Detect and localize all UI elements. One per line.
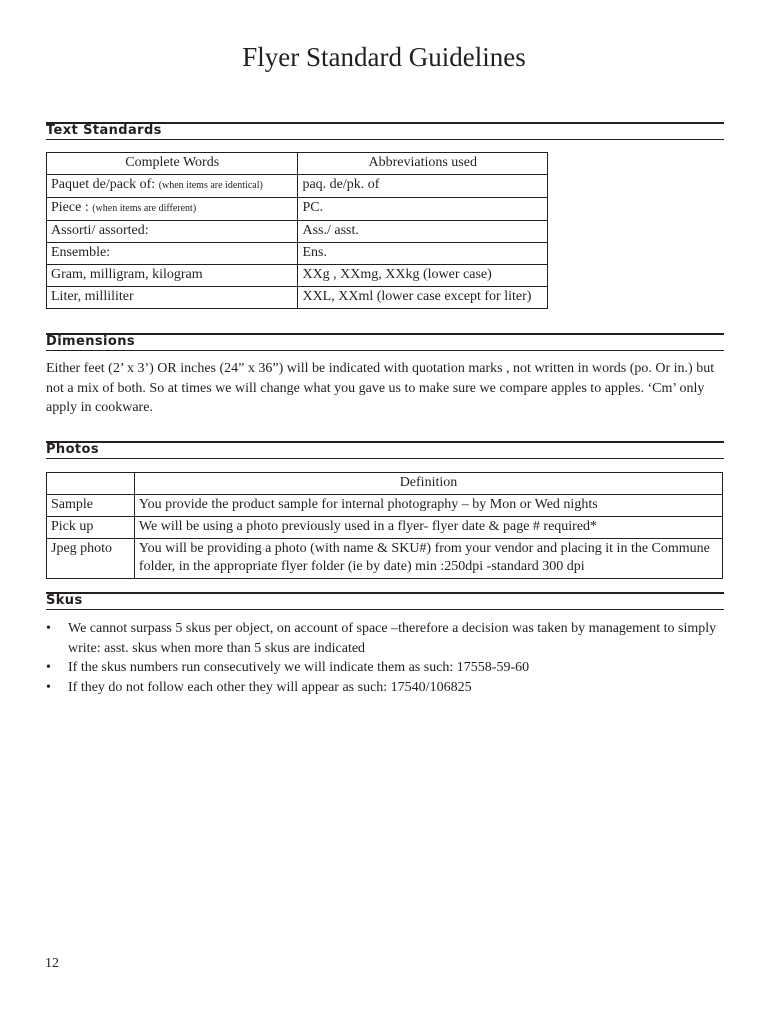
photo-type: Sample <box>47 495 135 517</box>
abbreviation: XXg , XXmg, XXkg (lower case) <box>298 265 548 287</box>
list-item <box>46 678 726 698</box>
page-number: 12 <box>45 956 59 971</box>
bullet-icon: • <box>46 679 51 695</box>
photo-definition: You provide the product sample for internal photography – by Mon or Wed nights <box>134 495 722 517</box>
skus-list <box>46 619 726 697</box>
dimensions-paragraph: Either feet (2’ x 3’) OR inches (24” x 36”) will be indicated with quotation marks , not written in words (po. Or in.) but not a mix of both. So at times we will change what you gave us to make sure we compare apples to apples. ‘Cm’ only apply in cookware. <box>46 361 715 415</box>
table-cell <box>47 198 298 221</box>
section-header-skus <box>46 592 724 610</box>
list-item <box>46 658 726 678</box>
list-item <box>46 619 726 658</box>
abbreviation: Ens. <box>298 243 548 265</box>
table-row <box>47 175 548 198</box>
section-heading: Text Standards <box>46 123 162 138</box>
column-header: Definition <box>134 473 722 495</box>
complete-word: Ensemble: <box>47 243 298 265</box>
photos-table <box>46 472 723 579</box>
photo-definition: You will be providing a photo (with name & SKU#) from your vendor and placing it in the Commune folder, in the appropriate flyer folder (ie by date) min :250dpi -standard 300 dpi <box>134 539 722 579</box>
photo-definition: We will be using a photo previously used in a flyer- flyer date & page # required* <box>134 517 722 539</box>
text-standards-table <box>46 152 548 309</box>
complete-word: Piece : <box>51 200 89 215</box>
list-item-text: If the skus numbers run consecutively we will indicate them as such: 17558-59-60 <box>68 660 530 675</box>
table-row <box>47 243 548 265</box>
table-header-row <box>47 153 548 175</box>
section-heading: Skus <box>46 593 83 608</box>
abbreviation: PC. <box>298 198 548 221</box>
table-cell <box>47 175 298 198</box>
table-row <box>47 495 723 517</box>
photo-type: Jpeg photo <box>47 539 135 579</box>
page-title: Flyer Standard Guidelines <box>242 42 526 72</box>
section-header-text-standards <box>46 122 724 140</box>
section-heading: Photos <box>46 442 99 457</box>
table-row <box>47 221 548 243</box>
table-row <box>47 198 548 221</box>
usage-note: (when items are identical) <box>158 180 263 191</box>
bullet-icon: • <box>46 621 51 636</box>
abbreviation: XXL, XXml (lower case except for liter) <box>298 287 548 309</box>
column-header: Complete Words <box>47 153 298 175</box>
section-header-photos <box>46 441 724 459</box>
table-row <box>47 539 723 579</box>
table-header-row <box>47 473 723 495</box>
section-heading: Dimensions <box>46 334 135 349</box>
table-row <box>47 517 723 539</box>
column-header <box>47 473 135 495</box>
list-item-text: We cannot surpass 5 skus per object, on account of space –therefore a decision was taken by management to simply write: asst. skus when more than 5 skus are indicated <box>68 621 717 656</box>
usage-note: (when items are different) <box>92 203 197 214</box>
table-row <box>47 265 548 287</box>
table-row <box>47 287 548 309</box>
list-item-text: If they do not follow each other they will appear as such: 17540/106825 <box>68 679 472 695</box>
bullet-icon: • <box>46 660 51 675</box>
complete-word: Gram, milligram, kilogram <box>47 265 298 287</box>
abbreviation: Ass./ asst. <box>298 221 548 243</box>
complete-word: Paquet de/pack of: <box>51 177 156 192</box>
complete-word: Assorti/ assorted: <box>47 221 298 243</box>
section-header-dimensions <box>46 333 724 351</box>
column-header: Abbreviations used <box>298 153 548 175</box>
abbreviation: paq. de/pk. of <box>298 175 548 198</box>
complete-word: Liter, milliliter <box>47 287 298 309</box>
photo-type: Pick up <box>47 517 135 539</box>
